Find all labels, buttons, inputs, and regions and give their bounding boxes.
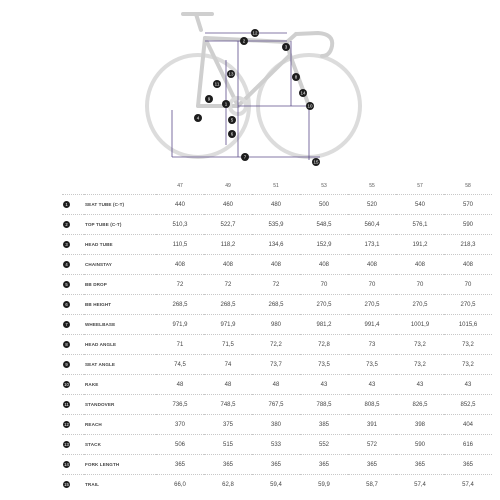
table-cell: 408 — [396, 255, 444, 275]
table-cell: 70 — [348, 275, 396, 295]
table-cell: 971,9 — [156, 315, 204, 335]
row-number-badge: 8 — [63, 341, 70, 348]
row-number-badge: 1 — [63, 201, 70, 208]
table-cell: 268,5 — [252, 295, 300, 315]
table-cell: 971,9 — [204, 315, 252, 335]
table-cell: 980 — [252, 315, 300, 335]
table-row — [62, 255, 492, 275]
table-cell: 43 — [396, 375, 444, 395]
table-cell: 981,2 — [300, 315, 348, 335]
svg-text:1: 1 — [224, 101, 228, 107]
svg-text:4: 4 — [196, 115, 200, 121]
row-label: TOP TUBE (C-T) — [84, 215, 156, 235]
table-cell: 365 — [396, 455, 444, 475]
size-53: 53 — [321, 183, 327, 189]
table-cell: 533 — [252, 435, 300, 455]
table-cell: 218,3 — [444, 235, 492, 255]
table-cell: 375 — [204, 415, 252, 435]
row-label: WHEELBASE — [84, 315, 156, 335]
row-label: STANDOVER — [84, 395, 156, 415]
table-cell: 440 — [156, 195, 204, 215]
size-55: 55 — [369, 183, 375, 189]
table-row — [62, 355, 492, 375]
row-label: TRAIL — [84, 475, 156, 495]
size-58: 58 — [465, 183, 471, 189]
table-cell: 270,5 — [348, 295, 396, 315]
svg-text:7: 7 — [243, 154, 247, 160]
table-cell: 576,1 — [396, 215, 444, 235]
badge-7 — [241, 153, 249, 161]
table-cell: 365 — [156, 455, 204, 475]
table-cell: 1001,9 — [396, 315, 444, 335]
table-cell: 73,5 — [348, 355, 396, 375]
table-cell: 991,4 — [348, 315, 396, 335]
table-cell: 73,7 — [252, 355, 300, 375]
svg-text:11: 11 — [214, 81, 220, 87]
table-cell: 736,5 — [156, 395, 204, 415]
table-cell: 365 — [300, 455, 348, 475]
table-cell: 110,5 — [156, 235, 204, 255]
table-cell: 270,5 — [300, 295, 348, 315]
row-label: CHAINSTAY — [84, 255, 156, 275]
table-cell: 616 — [444, 435, 492, 455]
table-cell: 118,2 — [204, 235, 252, 255]
size-47: 47 — [177, 183, 183, 189]
badge-4 — [194, 114, 202, 122]
table-cell: 72 — [156, 275, 204, 295]
geometry-table-body — [62, 195, 492, 495]
badge-1 — [222, 100, 230, 108]
table-cell: 520 — [348, 195, 396, 215]
table-cell: 408 — [156, 255, 204, 275]
table-cell: 365 — [444, 455, 492, 475]
badge-9 — [205, 95, 213, 103]
row-number-badge: 7 — [63, 321, 70, 328]
table-cell: 48 — [204, 375, 252, 395]
table-cell: 57,4 — [444, 475, 492, 495]
table-cell: 552 — [300, 435, 348, 455]
row-label: HEAD TUBE — [84, 235, 156, 255]
table-cell: 72 — [252, 275, 300, 295]
table-cell: 268,5 — [204, 295, 252, 315]
table-cell: 788,5 — [300, 395, 348, 415]
table-row — [62, 455, 492, 475]
svg-text:15: 15 — [313, 159, 319, 165]
table-cell: 515 — [204, 435, 252, 455]
svg-text:8: 8 — [294, 74, 298, 80]
row-number-badge: 2 — [63, 221, 70, 228]
svg-text:2: 2 — [242, 38, 246, 44]
table-cell: 270,5 — [444, 295, 492, 315]
svg-text:5: 5 — [230, 117, 234, 123]
table-cell: 58,7 — [348, 475, 396, 495]
table-cell: 43 — [300, 375, 348, 395]
table-cell: 43 — [348, 375, 396, 395]
table-cell: 404 — [444, 415, 492, 435]
table-cell: 73 — [348, 335, 396, 355]
row-number-badge: 10 — [64, 382, 69, 387]
svg-text:13: 13 — [228, 71, 234, 77]
table-row — [62, 475, 492, 495]
table-cell: 70 — [300, 275, 348, 295]
geometry-table — [62, 178, 492, 494]
table-row — [62, 415, 492, 435]
table-cell: 560,4 — [348, 215, 396, 235]
row-label: RAKE — [84, 375, 156, 395]
table-cell: 572 — [348, 435, 396, 455]
table-cell: 748,5 — [204, 395, 252, 415]
size-57: 57 — [417, 183, 423, 189]
row-number-badge: 4 — [63, 261, 70, 268]
table-cell: 540 — [396, 195, 444, 215]
table-cell: 826,5 — [396, 395, 444, 415]
table-cell: 72 — [204, 275, 252, 295]
table-cell: 57,4 — [396, 475, 444, 495]
table-cell: 71 — [156, 335, 204, 355]
row-label: STACK — [84, 435, 156, 455]
table-cell: 71,5 — [204, 335, 252, 355]
svg-text:14: 14 — [300, 90, 306, 96]
table-cell: 73,2 — [396, 355, 444, 375]
table-cell: 408 — [348, 255, 396, 275]
table-cell: 62,8 — [204, 475, 252, 495]
table-cell: 134,6 — [252, 235, 300, 255]
row-number-badge: 11 — [64, 402, 69, 407]
row-number-badge: 14 — [64, 462, 69, 467]
table-cell: 767,5 — [252, 395, 300, 415]
row-number-badge: 13 — [64, 442, 69, 447]
row-label: REACH — [84, 415, 156, 435]
badge-10 — [306, 102, 314, 110]
table-cell: 365 — [252, 455, 300, 475]
table-row — [62, 395, 492, 415]
table-cell: 70 — [396, 275, 444, 295]
table-cell: 391 — [348, 415, 396, 435]
table-cell: 73,2 — [444, 335, 492, 355]
table-row — [62, 195, 492, 215]
table-row — [62, 375, 492, 395]
table-cell: 270,5 — [396, 295, 444, 315]
table-cell: 510,3 — [156, 215, 204, 235]
table-cell: 59,9 — [300, 475, 348, 495]
table-cell: 70 — [444, 275, 492, 295]
table-cell: 48 — [156, 375, 204, 395]
table-cell: 408 — [444, 255, 492, 275]
table-cell: 570 — [444, 195, 492, 215]
table-cell: 72,8 — [300, 335, 348, 355]
table-cell: 480 — [252, 195, 300, 215]
badge-15 — [312, 158, 320, 166]
table-cell: 522,7 — [204, 215, 252, 235]
row-label: FORK LENGTH — [84, 455, 156, 475]
table-cell: 191,2 — [396, 235, 444, 255]
badge-13 — [227, 70, 235, 78]
svg-text:3: 3 — [284, 44, 288, 50]
table-cell: 268,5 — [156, 295, 204, 315]
table-row — [62, 235, 492, 255]
table-cell: 408 — [204, 255, 252, 275]
size-49: 49 — [225, 183, 231, 189]
badge-8 — [292, 73, 300, 81]
row-number-badge: 15 — [64, 482, 69, 487]
bike-geometry-diagram — [0, 0, 500, 172]
table-cell: 173,1 — [348, 235, 396, 255]
table-cell: 74,5 — [156, 355, 204, 375]
table-cell: 408 — [300, 255, 348, 275]
badge-3 — [282, 43, 290, 51]
table-row — [62, 275, 492, 295]
table-cell: 590 — [444, 215, 492, 235]
svg-text:9: 9 — [207, 96, 211, 102]
table-cell: 43 — [444, 375, 492, 395]
row-number-badge: 9 — [63, 361, 70, 368]
svg-text:12: 12 — [252, 30, 258, 36]
table-cell: 380 — [252, 415, 300, 435]
table-cell: 852,5 — [444, 395, 492, 415]
table-cell: 506 — [156, 435, 204, 455]
row-label: SEAT TUBE (C-T) — [84, 195, 156, 215]
row-label: SEAT ANGLE — [84, 355, 156, 375]
table-cell: 152,9 — [300, 235, 348, 255]
row-number-badge: 6 — [63, 301, 70, 308]
table-cell: 66,0 — [156, 475, 204, 495]
badge-2 — [240, 37, 248, 45]
table-cell: 73,5 — [300, 355, 348, 375]
table-cell: 72,2 — [252, 335, 300, 355]
table-cell: 1015,6 — [444, 315, 492, 335]
table-row — [62, 335, 492, 355]
table-cell: 48 — [252, 375, 300, 395]
row-label: HEAD ANGLE — [84, 335, 156, 355]
table-row — [62, 315, 492, 335]
table-cell: 590 — [396, 435, 444, 455]
table-row — [62, 435, 492, 455]
table-cell: 385 — [300, 415, 348, 435]
size-header-row — [62, 178, 492, 195]
table-cell: 59,4 — [252, 475, 300, 495]
row-number-badge: 5 — [63, 281, 70, 288]
table-cell: 73,2 — [396, 335, 444, 355]
table-cell: 365 — [204, 455, 252, 475]
row-label: BB HEIGHT — [84, 295, 156, 315]
table-cell: 535,9 — [252, 215, 300, 235]
table-cell: 460 — [204, 195, 252, 215]
badge-12 — [251, 29, 259, 37]
table-cell: 808,5 — [348, 395, 396, 415]
row-number-badge: 12 — [64, 422, 69, 427]
svg-text:6: 6 — [230, 131, 234, 137]
badge-6 — [228, 130, 236, 138]
table-cell: 370 — [156, 415, 204, 435]
table-cell: 548,5 — [300, 215, 348, 235]
badge-11 — [213, 80, 221, 88]
row-number-badge: 3 — [63, 241, 70, 248]
table-cell: 408 — [252, 255, 300, 275]
table-cell: 73,2 — [444, 355, 492, 375]
badge-14 — [299, 89, 307, 97]
table-cell: 365 — [348, 455, 396, 475]
table-cell: 398 — [396, 415, 444, 435]
badge-5 — [228, 116, 236, 124]
table-cell: 74 — [204, 355, 252, 375]
size-51: 51 — [273, 183, 279, 189]
table-cell: 500 — [300, 195, 348, 215]
svg-text:10: 10 — [307, 103, 313, 109]
row-label: BB DROP — [84, 275, 156, 295]
table-row — [62, 215, 492, 235]
table-row — [62, 295, 492, 315]
